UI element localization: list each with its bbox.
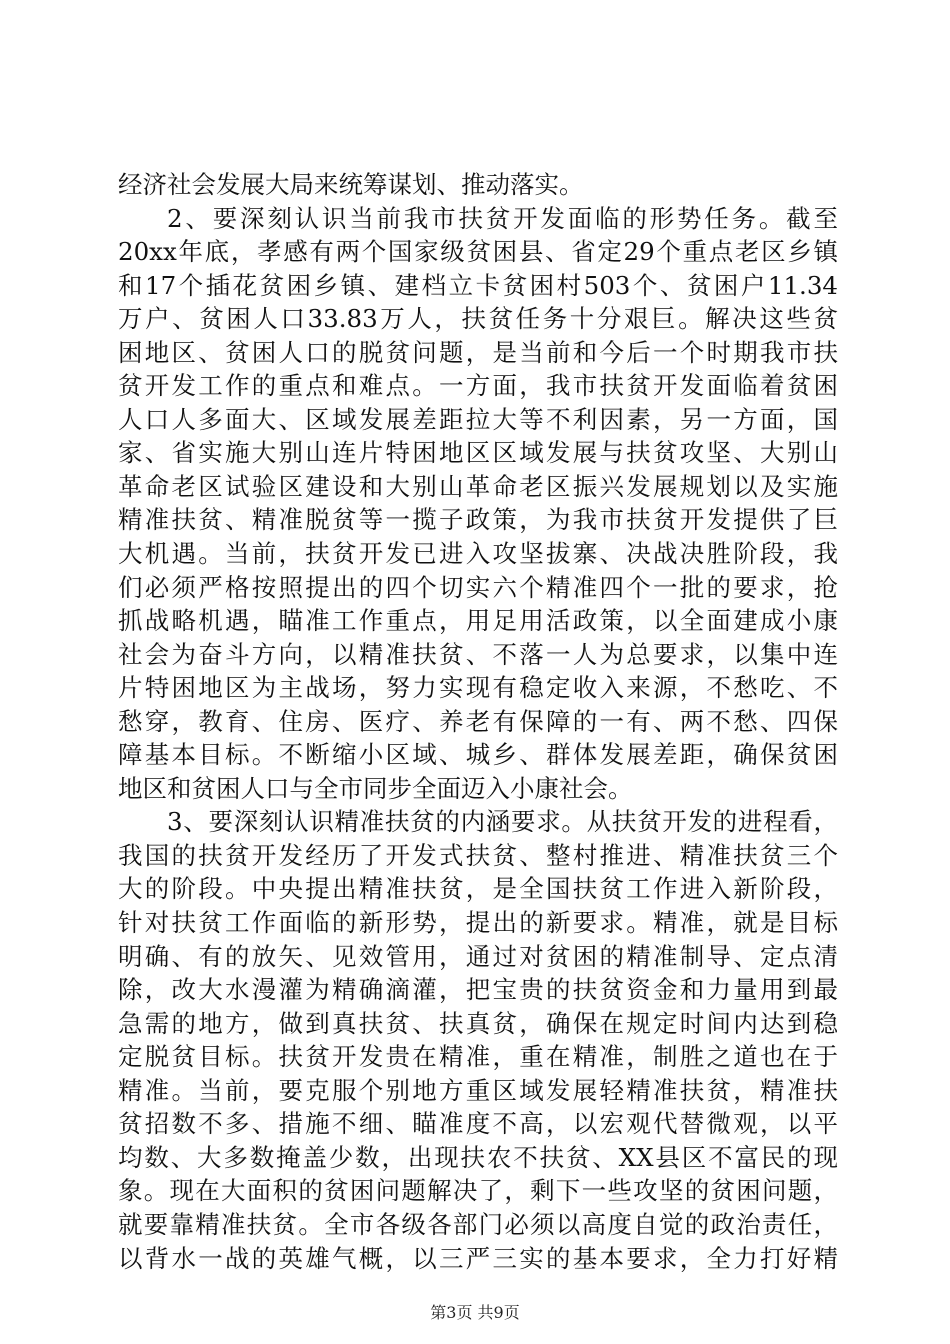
- text-line: 精准。当前，要克服个别地方重区域发展轻精准扶贫，精准扶: [118, 1075, 838, 1105]
- text-line: 和17个插花贫困乡镇、建档立卡贫困村503个、贫困户11.34: [118, 270, 838, 300]
- text-line: 愁穿，教育、住房、医疗、养老有保障的一有、两不愁、四保: [118, 706, 838, 736]
- document-body: [118, 168, 838, 1275]
- text-line: 抓战略机遇，瞄准工作重点，用足用活政策，以全面建成小康: [118, 606, 838, 636]
- text-line: 20xx年底，孝感有两个国家级贫困县、省定29个重点老区乡镇: [118, 237, 838, 267]
- text-line: 社会为奋斗方向，以精准扶贫、不落一人为总要求，以集中连: [118, 639, 838, 669]
- text-line: 障基本目标。不断缩小区域、城乡、群体发展差距，确保贫困: [118, 740, 838, 770]
- text-line: 急需的地方，做到真扶贫、扶真贫，确保在规定时间内达到稳: [118, 1008, 838, 1038]
- text-line: 精准扶贫、精准脱贫等一揽子政策，为我市扶贫开发提供了巨: [118, 505, 838, 535]
- text-line: 片特困地区为主战场，努力实现有稳定收入来源，不愁吃、不: [118, 673, 838, 703]
- text-line: 象。现在大面积的贫困问题解决了，剩下一些攻坚的贫困问题，: [118, 1176, 838, 1206]
- text-line: 地区和贫困人口与全市同步全面迈入小康社会。: [118, 773, 633, 803]
- text-line: 明确、有的放矢、见效管用，通过对贫困的精准制导、定点清: [118, 941, 838, 971]
- text-line: 经济社会发展大局来统筹谋划、推动落实。: [118, 170, 584, 199]
- text-line: 们必须严格按照提出的四个切实六个精准四个一批的要求，抢: [118, 572, 838, 602]
- text-line: 家、省实施大别山连片特困地区区域发展与扶贫攻坚、大别山: [118, 438, 838, 468]
- paragraph-3-first-line: 3、要深刻认识精准扶贫的内涵要求。从扶贫开发的进程看，: [167, 807, 838, 837]
- text-line: 以背水一战的英雄气概，以三严三实的基本要求，全力打好精: [118, 1243, 838, 1273]
- text-line: 大机遇。当前，扶贫开发已进入攻坚拔寨、决战决胜阶段，我: [118, 539, 838, 569]
- text-line: 革命老区试验区建设和大别山革命老区振兴发展规划以及实施: [118, 471, 838, 501]
- text-line: 针对扶贫工作面临的新形势，提出的新要求。精准，就是目标: [118, 908, 838, 938]
- text-line: 定脱贫目标。扶贫开发贵在精准，重在精准，制胜之道也在于: [118, 1042, 838, 1072]
- text-line: 贫开发工作的重点和难点。一方面，我市扶贫开发面临着贫困: [118, 371, 838, 401]
- paragraph-2-first-line: 2、要深刻认识当前我市扶贫开发面临的形势任务。截至: [167, 203, 838, 233]
- page-number-footer: 第3页 共9页: [430, 1303, 520, 1322]
- text-line: 困地区、贫困人口的脱贫问题，是当前和今后一个时期我市扶: [118, 337, 838, 367]
- text-line: 万户、贫困人口33.83万人，扶贫任务十分艰巨。解决这些贫: [118, 304, 838, 334]
- text-line: 贫招数不多、措施不细、瞄准度不高，以宏观代替微观，以平: [118, 1109, 838, 1139]
- text-line: 除，改大水漫灌为精确滴灌，把宝贵的扶贫资金和力量用到最: [118, 975, 838, 1005]
- text-line: 就要靠精准扶贫。全市各级各部门必须以高度自觉的政治责任，: [118, 1209, 838, 1239]
- text-line: 人口人多面大、区域发展差距拉大等不利因素，另一方面，国: [118, 404, 838, 434]
- text-line: 大的阶段。中央提出精准扶贫，是全国扶贫工作进入新阶段，: [118, 874, 838, 904]
- text-line: 均数、大多数掩盖少数，出现扶农不扶贫、XX县区不富民的现: [118, 1142, 838, 1172]
- text-line: 我国的扶贫开发经历了开发式扶贫、整村推进、精准扶贫三个: [118, 840, 838, 870]
